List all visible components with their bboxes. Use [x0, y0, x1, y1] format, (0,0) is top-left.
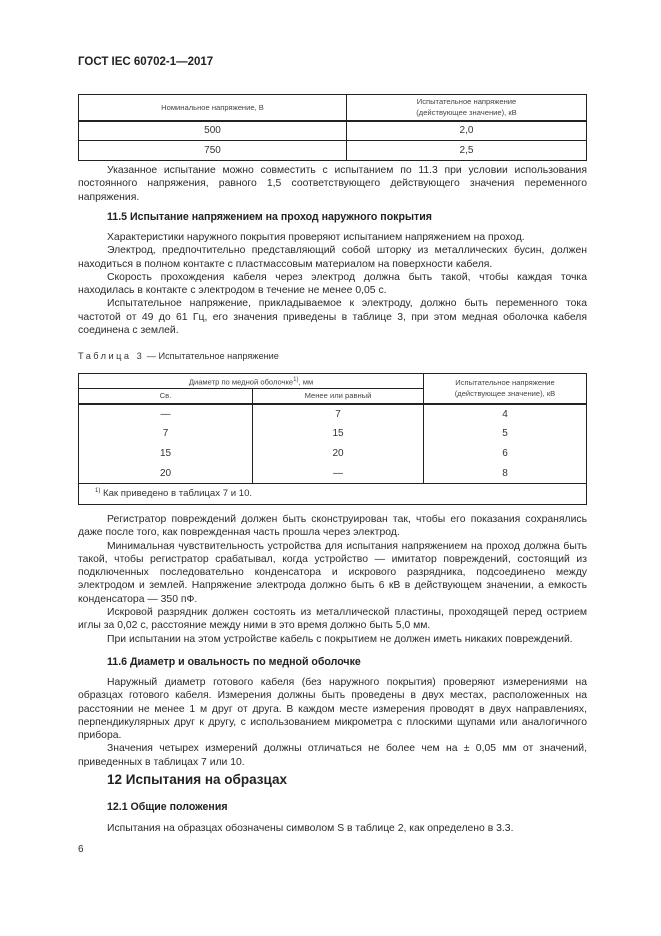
- table-header-voltage: [424, 374, 587, 404]
- table-cell: 15: [253, 424, 424, 444]
- header-line: (действующее значение), кВ: [454, 389, 556, 399]
- table-header-test-voltage: [347, 95, 587, 121]
- table-row: [79, 464, 587, 484]
- test-voltage-table: [78, 373, 587, 505]
- table-row: [79, 141, 587, 161]
- section-heading-12: 12 Испытания на образцах: [107, 772, 287, 787]
- document-header: ГОСТ IEC 60702-1—2017: [78, 56, 214, 68]
- table-cell: 750: [79, 141, 347, 161]
- section-heading-11-6: 11.6 Диаметр и овальность по медной оболочке: [107, 656, 361, 668]
- table-header-nominal: Номинальное напряжение, В: [79, 95, 347, 121]
- table-cell: 2,0: [347, 121, 587, 141]
- paragraph-text: Минимальная чувствительность устройства для испытания напряжением на проход должна быть такой, чтобы регистратор срабатывал, когда устройство — имитатор повреждений, состоящий из подключенных последовательно конденсатора и искрового разрядника, подсоединено между электродом и землей. Напряжение электрода должно быть 6 кВ в действующем значении, а емкость конденсатора — 350 пФ.: [78, 540, 587, 605]
- page-number: 6: [78, 844, 84, 855]
- header-text: Диаметр по медной оболочке: [188, 377, 294, 387]
- header-line: (действующее значение), кВ: [416, 108, 517, 118]
- table-cell: 20: [253, 444, 424, 464]
- table-3-caption: [78, 351, 279, 361]
- paragraph-text: Характеристики наружного покрытия проверяют испытанием напряжением на проход.: [107, 232, 525, 243]
- header-line: Испытательное напряжение: [455, 378, 555, 388]
- table-cell: 8: [424, 464, 587, 484]
- table-cell: —: [253, 464, 424, 484]
- section-12-1-body: [78, 822, 587, 835]
- voltage-table: [78, 94, 587, 161]
- footnote-marker: 1): [95, 488, 101, 495]
- table-row: [79, 404, 587, 424]
- paragraph-text: Наружный диаметр готового кабеля (без наружного покрытия) проверяют измерениями на образцах готового кабеля. Измерения должны быть проведены в двух местах, расположенных на расстоянии не менее 1 м друг от друга. В каждом месте измерения проводят в двух направлениях, перпендикулярных друг к другу, с использованием микрометра с плоскими щупами или аналогичного прибора.: [78, 677, 587, 742]
- table-cell: —: [79, 404, 253, 424]
- table-header-diameter: [79, 374, 424, 389]
- table-footnote: [79, 484, 587, 505]
- table-cell: 2,5: [347, 141, 587, 161]
- header-line: Испытательное напряжение: [416, 97, 517, 107]
- table-row: [79, 424, 587, 444]
- paragraph-text: Скорость прохождения кабеля через электрод должна быть такой, чтобы каждая точка находилась в контакте с электродом в течение не менее 0,05 с.: [78, 271, 587, 297]
- table-cell: 6: [424, 444, 587, 464]
- footnote-text: Как приведено в таблицах 7 и 10.: [100, 488, 253, 500]
- table-cell: 7: [253, 404, 424, 424]
- table-header-over: Св.: [79, 389, 253, 404]
- paragraph-text: Значения четырех измерений должны отличаться не более чем на ± 0,05 мм от значений, приведенных в таблицах 7 или 10.: [78, 743, 587, 768]
- paragraph: [78, 164, 587, 204]
- paragraph-text: Испытательное напряжение, прикладываемое к электроду, должно быть переменного тока частотой от 49 до 61 Гц, его значения приведены в таблице 3, при этом медная оболочка кабеля соединена с землей.: [78, 298, 587, 337]
- table-header-le: Менее или равный: [253, 389, 424, 404]
- section-11-5-body: [78, 231, 587, 337]
- table-cell: 20: [79, 464, 253, 484]
- table-cell: 4: [424, 404, 587, 424]
- table-cell: 5: [424, 424, 587, 444]
- paragraph-text: Испытания на образцах обозначены символом S в таблице 2, как определено в 3.3.: [107, 823, 514, 834]
- header-unit: , мм: [298, 377, 314, 387]
- paragraph-text: Искровой разрядник должен состоять из металлической пластины, проходящей перед острием иглы за 0,02 с, расстояние между ними в это время должно быть 5,0 мм.: [78, 607, 587, 632]
- section-heading-11-5: 11.5 Испытание напряжением на проход наружного покрытия: [107, 211, 432, 223]
- paragraph-text: Регистратор повреждений должен быть сконструирован так, чтобы его показания сохранялись даже после того, как поврежденная часть прошла через электрод.: [78, 514, 587, 539]
- table-cell: 15: [79, 444, 253, 464]
- paragraph-text: Электрод, предпочтительно представляющий собой шторку из металлических бусин, должен находиться в полном контакте с пластмассовым материалом на поверхности кабеля.: [78, 245, 587, 270]
- caption-label: Таблица 3: [78, 351, 145, 361]
- footnote-ref: 1): [293, 376, 299, 383]
- post-table-body: [78, 513, 587, 646]
- section-heading-12-1: 12.1 Общие положения: [107, 801, 228, 813]
- table-row: [79, 444, 587, 464]
- section-11-6-body: [78, 676, 587, 769]
- paragraph-text: Указанное испытание можно совместить с испытанием по 11.3 при условии использования постоянного напряжения, равного 1,5 соответствующего действующего значения переменного напряжения.: [78, 165, 587, 203]
- table-cell: 500: [79, 121, 347, 141]
- paragraph-text: При испытании на этом устройстве кабель с покрытием не должен иметь никаких повреждений.: [107, 633, 573, 645]
- caption-text: — Испытательное напряжение: [144, 351, 279, 361]
- table-row: [79, 121, 587, 141]
- table-cell: 7: [79, 424, 253, 444]
